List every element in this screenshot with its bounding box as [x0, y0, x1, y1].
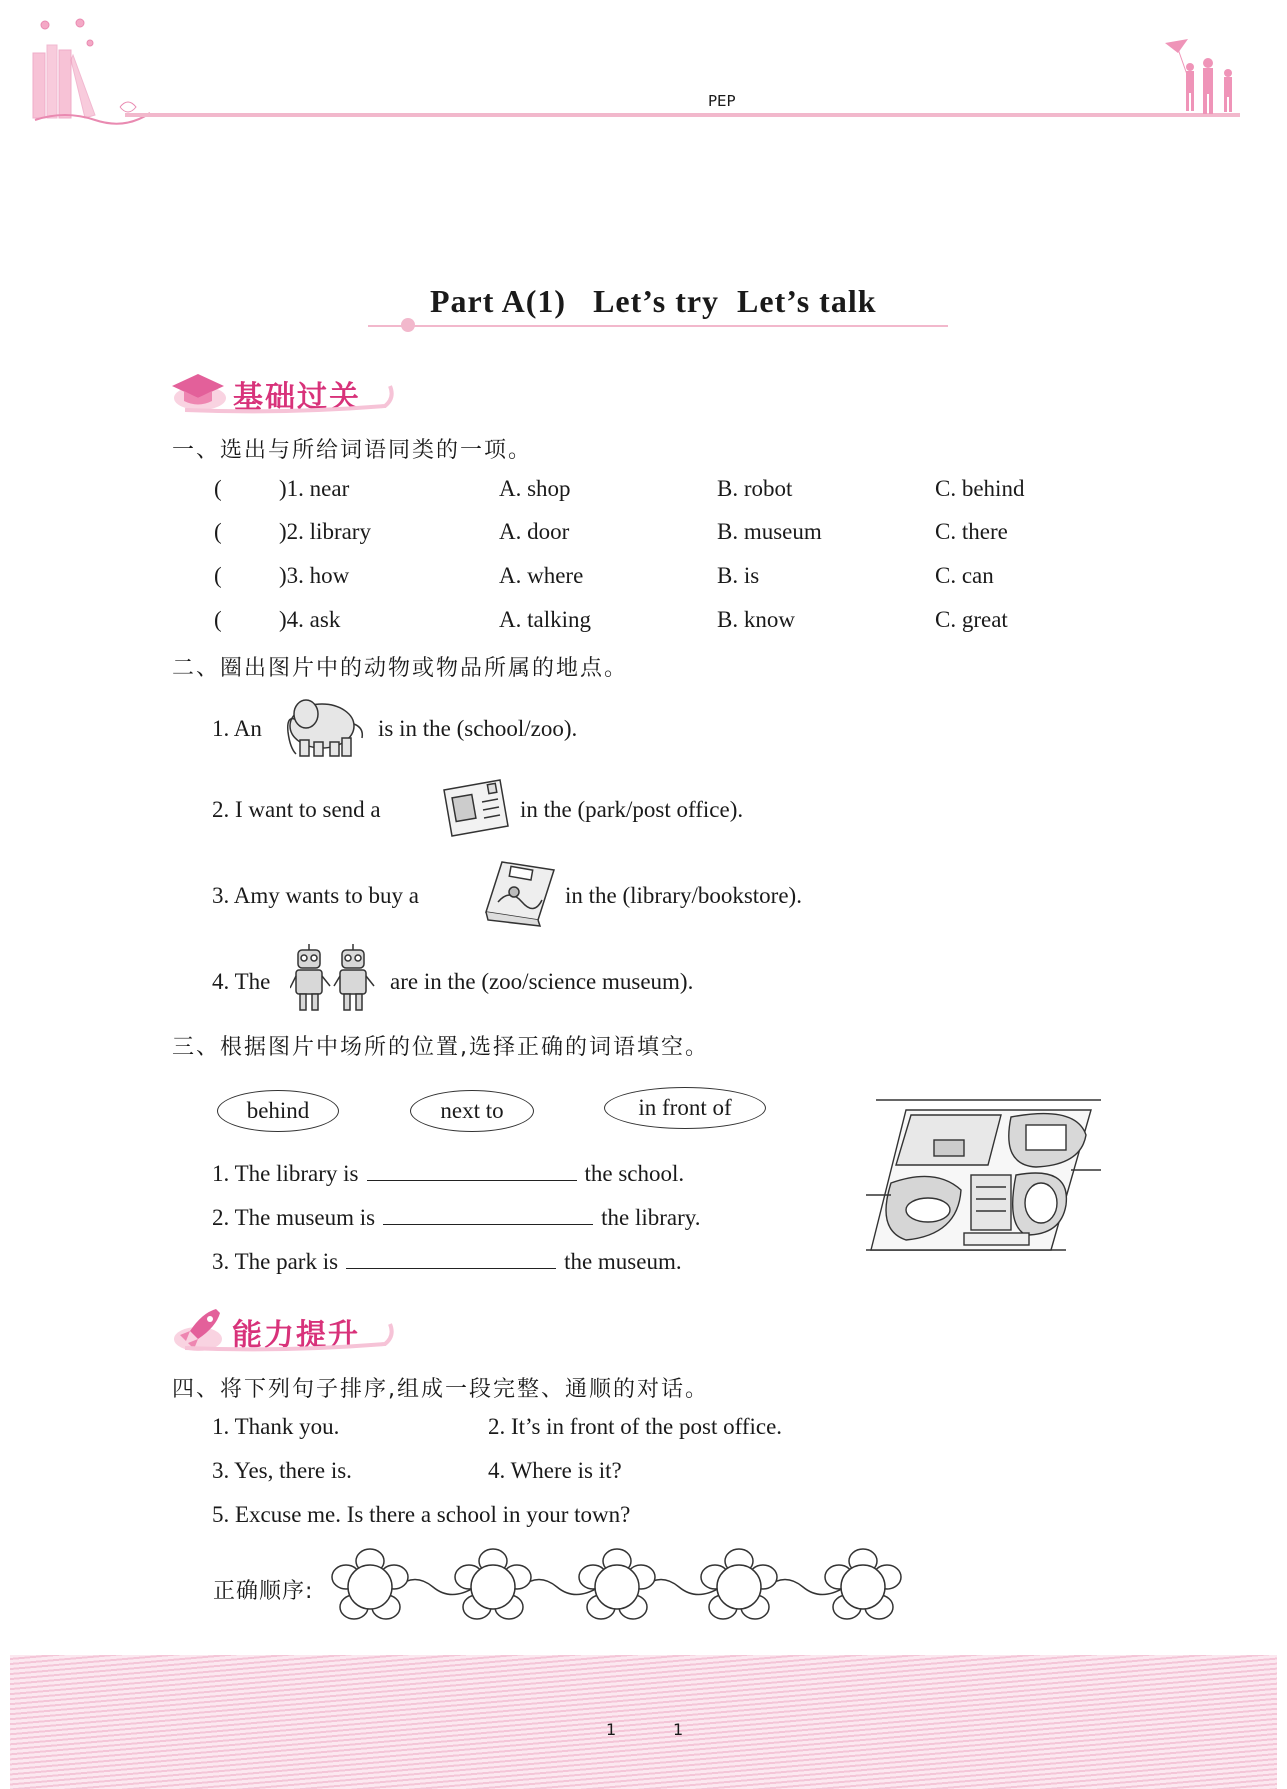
q1-row-3-a: A. where [499, 563, 584, 588]
q3-item-1-after: the school. [584, 1161, 685, 1186]
q1-row-4-b: B. know [717, 607, 795, 632]
q2-item-4-before: 4. The [212, 969, 271, 994]
elephant-icon [282, 692, 368, 760]
section-heading-advanced: 能力提升 [232, 1318, 360, 1353]
footer-band [10, 1655, 1277, 1789]
q1-row-3-b: B. is [717, 563, 760, 588]
q1-row-2-a: A. door [499, 519, 570, 544]
q4-sentence-3: 3. Yes, there is. [212, 1458, 352, 1483]
q1-row-2-paren[interactable]: ( [214, 519, 222, 544]
q3-item-1-before: 1. The library is [212, 1161, 359, 1186]
q2-item-2-after[interactable]: in the (park/post office). [520, 797, 744, 822]
q1-instruction: 一、选出与所给词语同类的一项。 [172, 438, 533, 463]
q1-row-2-c: C. there [935, 519, 1008, 544]
q1-row-1-paren[interactable]: ( [214, 476, 222, 501]
answer-slot-5[interactable] [841, 1565, 885, 1609]
q3-item-3-before: 3. The park is [212, 1249, 339, 1274]
q2-item-2-before: 2. I want to send a [212, 797, 381, 822]
q1-row-3-word: )3. how [279, 563, 350, 588]
book-icon [480, 858, 560, 928]
header-line [125, 113, 1240, 117]
q3-item-3-after: the museum. [564, 1249, 682, 1274]
title-underline [368, 325, 948, 327]
answer-slot-4[interactable] [717, 1565, 761, 1609]
q3-item-1-blank[interactable] [367, 1158, 577, 1181]
postcard-icon [440, 778, 512, 840]
robots-icon [290, 942, 382, 1014]
q2-instruction: 二、圈出图片中的动物或物品所属的地点。 [172, 656, 629, 681]
page-number-right: 1 [673, 1720, 684, 1739]
q1-row-1-c: C. behind [935, 476, 1025, 501]
header-decoration-right [1160, 35, 1245, 120]
q4-sentence-2: 2. It’s in front of the post office. [488, 1414, 783, 1439]
q1-row-4-a: A. talking [499, 607, 591, 632]
word-cloud-next-to[interactable]: next to [410, 1090, 534, 1132]
q2-item-3-before: 3. Amy wants to buy a [212, 883, 419, 908]
answer-slot-2[interactable] [471, 1565, 515, 1609]
q1-row-1-word: )1. near [279, 476, 350, 501]
q1-row-4-c: C. great [935, 607, 1008, 632]
q1-row-3-paren[interactable]: ( [214, 563, 222, 588]
q3-instruction: 三、根据图片中场所的位置,选择正确的词语填空。 [172, 1035, 709, 1060]
q1-row-4-word: )4. ask [279, 607, 341, 632]
q3-item-1 [212, 1158, 684, 1187]
section-heading-swoosh [185, 380, 400, 416]
q1-row-2-b: B. museum [717, 519, 822, 544]
q3-item-2-after: the library. [601, 1205, 701, 1230]
q1-row-1-a: A. shop [499, 476, 571, 501]
q4-sentence-1: 1. Thank you. [212, 1414, 340, 1439]
q2-item-3-after[interactable]: in the (library/bookstore). [565, 883, 802, 908]
answer-slot-3[interactable] [595, 1565, 639, 1609]
q3-item-2-blank[interactable] [383, 1202, 593, 1225]
section-heading-swoosh-2 [185, 1318, 400, 1354]
q1-row-1-b: B. robot [717, 476, 793, 501]
q1-row-3-c: C. can [935, 563, 994, 588]
answer-slot-1[interactable] [348, 1565, 392, 1609]
q2-item-4-after[interactable]: are in the (zoo/science museum). [390, 969, 694, 994]
q1-row-4-paren[interactable]: ( [214, 607, 222, 632]
header-label: PEP [708, 92, 736, 110]
page-title: Part A(1) Let’s try Let’s talk [430, 283, 877, 319]
word-cloud-behind[interactable]: behind [217, 1090, 339, 1132]
q3-item-2 [212, 1202, 701, 1231]
q4-instruction: 四、将下列句子排序,组成一段完整、通顺的对话。 [172, 1377, 709, 1402]
q4-sentence-4: 4. Where is it? [488, 1458, 622, 1483]
title-underline-dot [401, 318, 415, 332]
q3-item-3-blank[interactable] [346, 1246, 556, 1269]
q4-answer-label: 正确顺序: [213, 1579, 314, 1604]
q3-item-2-before: 2. The museum is [212, 1205, 376, 1230]
page-number-left: 1 [606, 1720, 617, 1739]
section-heading-basic: 基础过关 [233, 380, 361, 415]
q2-item-1-before: 1. An [212, 716, 262, 741]
q2-item-1-after[interactable]: is in the (school/zoo). [378, 716, 578, 741]
word-cloud-in-front-of[interactable]: in front of [604, 1087, 766, 1129]
header-decoration-left [25, 15, 155, 135]
q1-row-2-word: )2. library [279, 519, 371, 544]
q3-item-3 [212, 1246, 682, 1275]
town-map-illustration [866, 1095, 1106, 1255]
q4-sentence-5: 5. Excuse me. Is there a school in your town? [212, 1502, 631, 1527]
